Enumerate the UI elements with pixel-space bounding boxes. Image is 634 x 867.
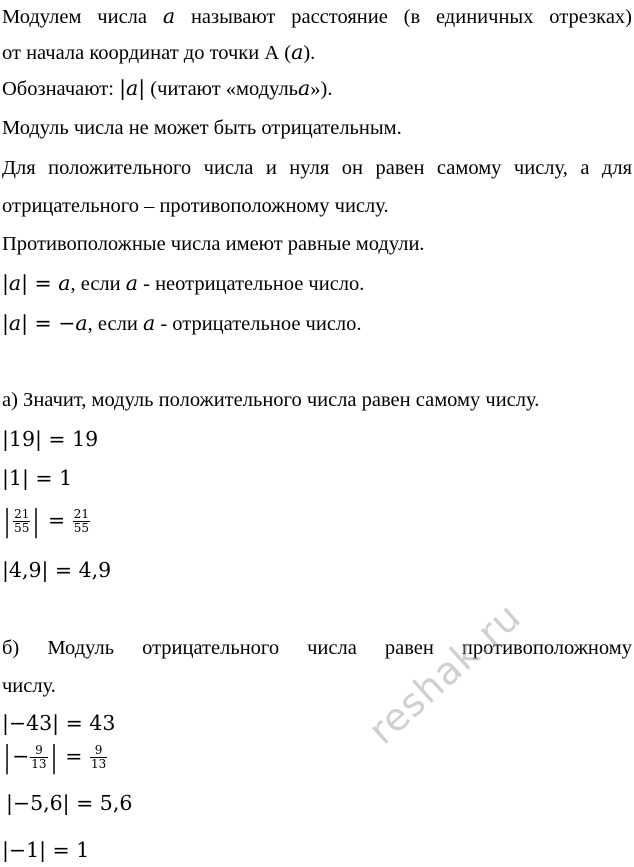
part-b-example-3: |−5,6| = 5,6 [6,791,133,815]
fraction-numerator: 21 [14,507,30,521]
part-a-example-1: |19| = 19 [2,427,99,451]
equals-sign: = [65,744,83,768]
definition-line-3 [2,76,632,101]
part-b-example-4: |−1| = 1 [2,838,90,862]
watermark-logo: reshak.ru [360,594,530,753]
variable-a: a [298,76,311,100]
part-a-heading: а) Значит, модуль положительного числа равен самому числу. [2,389,540,411]
definition-text: от начала координат до точки А ( [2,42,292,64]
part-b-example-1: |−43| = 43 [2,711,116,735]
definition-line-4: Модуль числа не может быть отрицательным. [2,117,402,139]
variable-a: a [125,271,138,295]
rule-text: - отрицательное число. [160,313,362,335]
fraction-denominator: 13 [90,757,107,771]
abs-notation: |a| [119,76,146,100]
definition-line-6: отрицательного – противоположному числу. [2,195,389,217]
part-b-heading-line-2: числу. [2,675,56,697]
part-a-example-4: |4,9| = 4,9 [2,558,112,582]
fraction [13,508,30,535]
fraction-numerator: 21 [73,507,90,521]
fraction-denominator: 13 [31,757,47,771]
abs-bar-right: | [50,739,57,775]
fraction [90,744,107,771]
fraction-numerator: 9 [94,743,103,757]
definition-line-5: Для положительного числа и нуля он равен самому числу, а для [2,157,632,179]
definition-text: Обозначают: [2,78,114,100]
rule-text: - неотрицательное число. [143,273,365,295]
variable-a: a [162,4,176,28]
equals-sign: = [48,508,66,532]
part-b-example-2 [2,738,632,775]
part-b-heading-line-1: б) Модуль отрицательного числа равен противоположному [2,637,632,659]
minus-sign: − [12,744,30,768]
rule-text: , если [87,313,138,335]
variable-a: a [291,40,304,64]
definition-text: »). [310,78,333,100]
fraction [73,508,90,535]
definition-line-1 [2,4,632,29]
rule-nonnegative [2,271,632,296]
definition-line-2 [2,40,632,65]
definition-text: (читают «модуль [150,78,299,100]
fraction-denominator: 55 [14,521,30,535]
definition-text: Модулем числа [2,6,148,28]
rule-formula: |a| = a [2,271,71,295]
fraction-numerator: 9 [35,743,43,757]
rule-text: , если [70,273,121,295]
abs-bar-left: | [4,503,11,539]
abs-bar-left: | [4,739,11,775]
variable-a: a [142,311,156,335]
definition-line-7: Противоположные числа имеют равные модули. [2,233,425,255]
part-a-example-3 [2,502,632,539]
abs-bar-right: | [33,503,40,539]
rule-negative [2,311,632,336]
fraction-denominator: 55 [73,521,90,535]
rule-formula: |a| = −a [2,311,88,335]
fraction [30,744,47,771]
definition-text: называют расстояние (в единичных отрезках) [190,6,633,28]
part-a-example-2: |1| = 1 [2,466,73,490]
definition-text: ). [303,42,316,64]
